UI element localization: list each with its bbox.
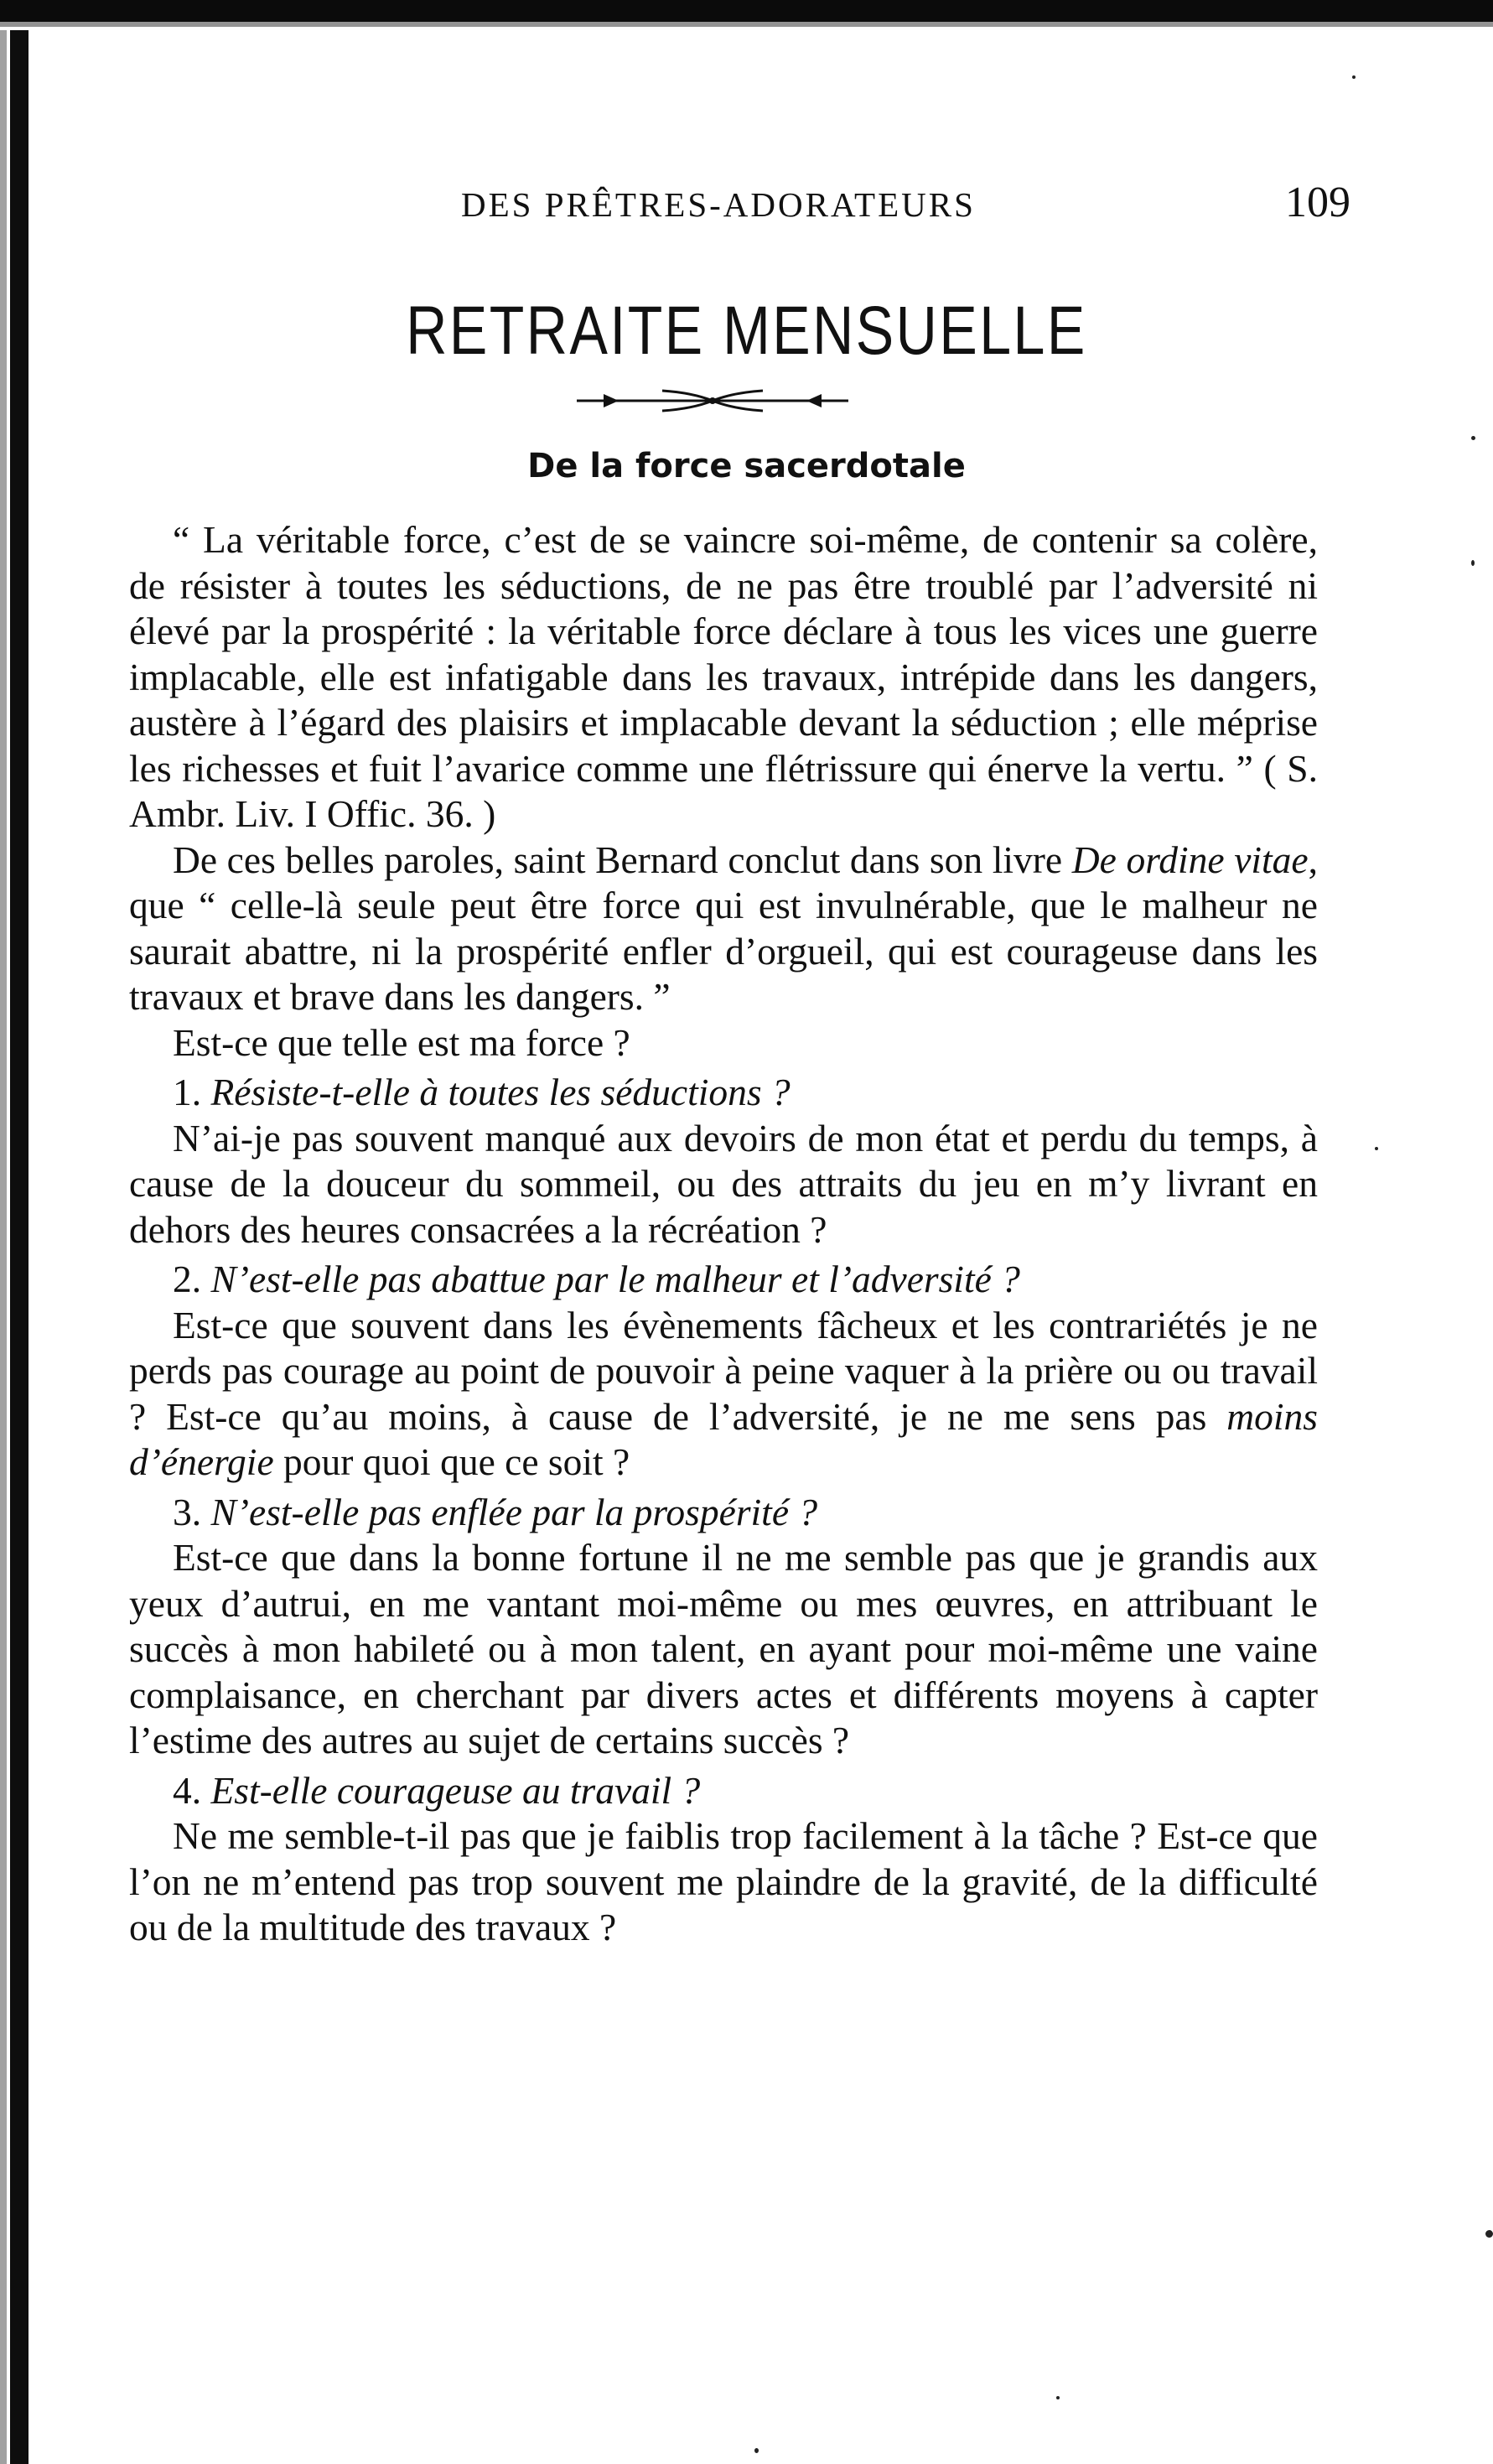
question-title: Résiste-t-elle à toutes les séductions ?	[210, 1071, 791, 1113]
page-number: 109	[1285, 179, 1350, 226]
text-span: Est-ce que souvent dans les évènements fâcheux et les contrariétés je ne perds pas courage au point de pouvoir à peine vaquer à la prière ou ou travail ? Est-ce qu’au moins, à cause de l’adversité, je ne me sens pas	[129, 1303, 1318, 1438]
running-head: DES PRÊTRES-ADORATEURS	[461, 185, 976, 224]
question-heading	[129, 1257, 1318, 1303]
body-text	[129, 517, 1318, 1951]
bernard-paragraph	[129, 838, 1318, 1020]
page-edge-top	[0, 0, 1493, 22]
print-speck	[754, 2448, 759, 2453]
ornament-divider	[570, 384, 855, 418]
question-number: 1.	[173, 1071, 202, 1113]
question-heading	[129, 1070, 1318, 1116]
page-edge-left	[10, 30, 29, 2464]
chapter-title: RETRAITE MENSUELLE	[406, 293, 1087, 369]
print-speck	[1056, 2396, 1060, 2399]
emphasis: moins d’énergie	[129, 1394, 1318, 1483]
question-intro: Est-ce que telle est ma force ?	[173, 1020, 630, 1064]
question-number: 3.	[173, 1490, 202, 1533]
question-title: Est-elle courageuse au travail ?	[210, 1768, 701, 1812]
page-edge-top-shadow	[0, 22, 1493, 27]
question-paragraph	[129, 1303, 1318, 1486]
text-span: pour quoi que ce soit ?	[273, 1440, 630, 1483]
print-speck	[1485, 2230, 1493, 2238]
question-title: N’est-elle pas enflée par la prospérité ?	[210, 1490, 818, 1533]
question-heading	[129, 1490, 1318, 1536]
question-heading	[129, 1768, 1318, 1814]
print-speck	[1471, 560, 1475, 566]
text-span: , que “ celle-là seule peut être force qui est invulnérable, que le malheur ne saurait abattre, ni la prospérité enfler d’orgueil, qui est courageuse dans les travaux et brave dans les dangers. ”	[129, 838, 1318, 1018]
book-title: De ordine vitae	[1071, 838, 1309, 881]
print-speck	[1352, 75, 1356, 79]
subtitle: De la force sacerdotale	[527, 447, 966, 485]
text-span: De ces belles paroles, saint Bernard conclut dans son livre	[173, 838, 1072, 881]
question-title: N’est-elle pas abattue par le malheur et l’adversité ?	[210, 1258, 1020, 1300]
quote-paragraph: “ La véritable force, c’est de se vaincre soi-même, de contenir sa colère, de résister à toutes les séductions, de ne pas être troublé par l’adversité ni élevé par la prospérité : la véritable force déclare à tous les vices une guerre implacable, elle est infatigable dans les travaux, intrépide dans les dangers, austère à l’égard des plaisirs et implacable devant la séduction ; elle méprise les richesses et fuit l’avarice comme une flétrissure qui énerve la vertu. ” ( S. Ambr. Liv. I Offic. 36. )	[129, 518, 1318, 835]
question-number: 4.	[173, 1768, 202, 1812]
print-speck	[1471, 436, 1475, 440]
question-paragraph: N’ai-je pas souvent manqué aux devoirs de mon état et perdu du temps, à cause de la douceur du sommeil, ou des attraits du jeu en m’y livrant en dehors des heures consacrées a la récréation ?	[129, 1116, 1318, 1251]
print-speck	[1375, 1147, 1378, 1150]
question-paragraph: Ne me semble-t-il pas que je faiblis trop facilement à la tâche ? Est-ce que l’on ne m’entend pas trop souvent me plaindre de la gravité, de la difficulté ou de la multitude des travaux ?	[129, 1814, 1318, 1948]
page-edge-left-shadow	[0, 30, 7, 2464]
question-paragraph: Est-ce que dans la bonne fortune il ne me semble pas que je grandis aux yeux d’autrui, en me vantant moi-même ou mes œuvres, en attribuant le succès à mon habileté ou à mon talent, en ayant pour moi-même une vaine complaisance, en cherchant par divers actes et différents moyens à capter l’estime des autres au sujet de certains succès ?	[129, 1536, 1318, 1761]
question-number: 2.	[173, 1258, 202, 1300]
